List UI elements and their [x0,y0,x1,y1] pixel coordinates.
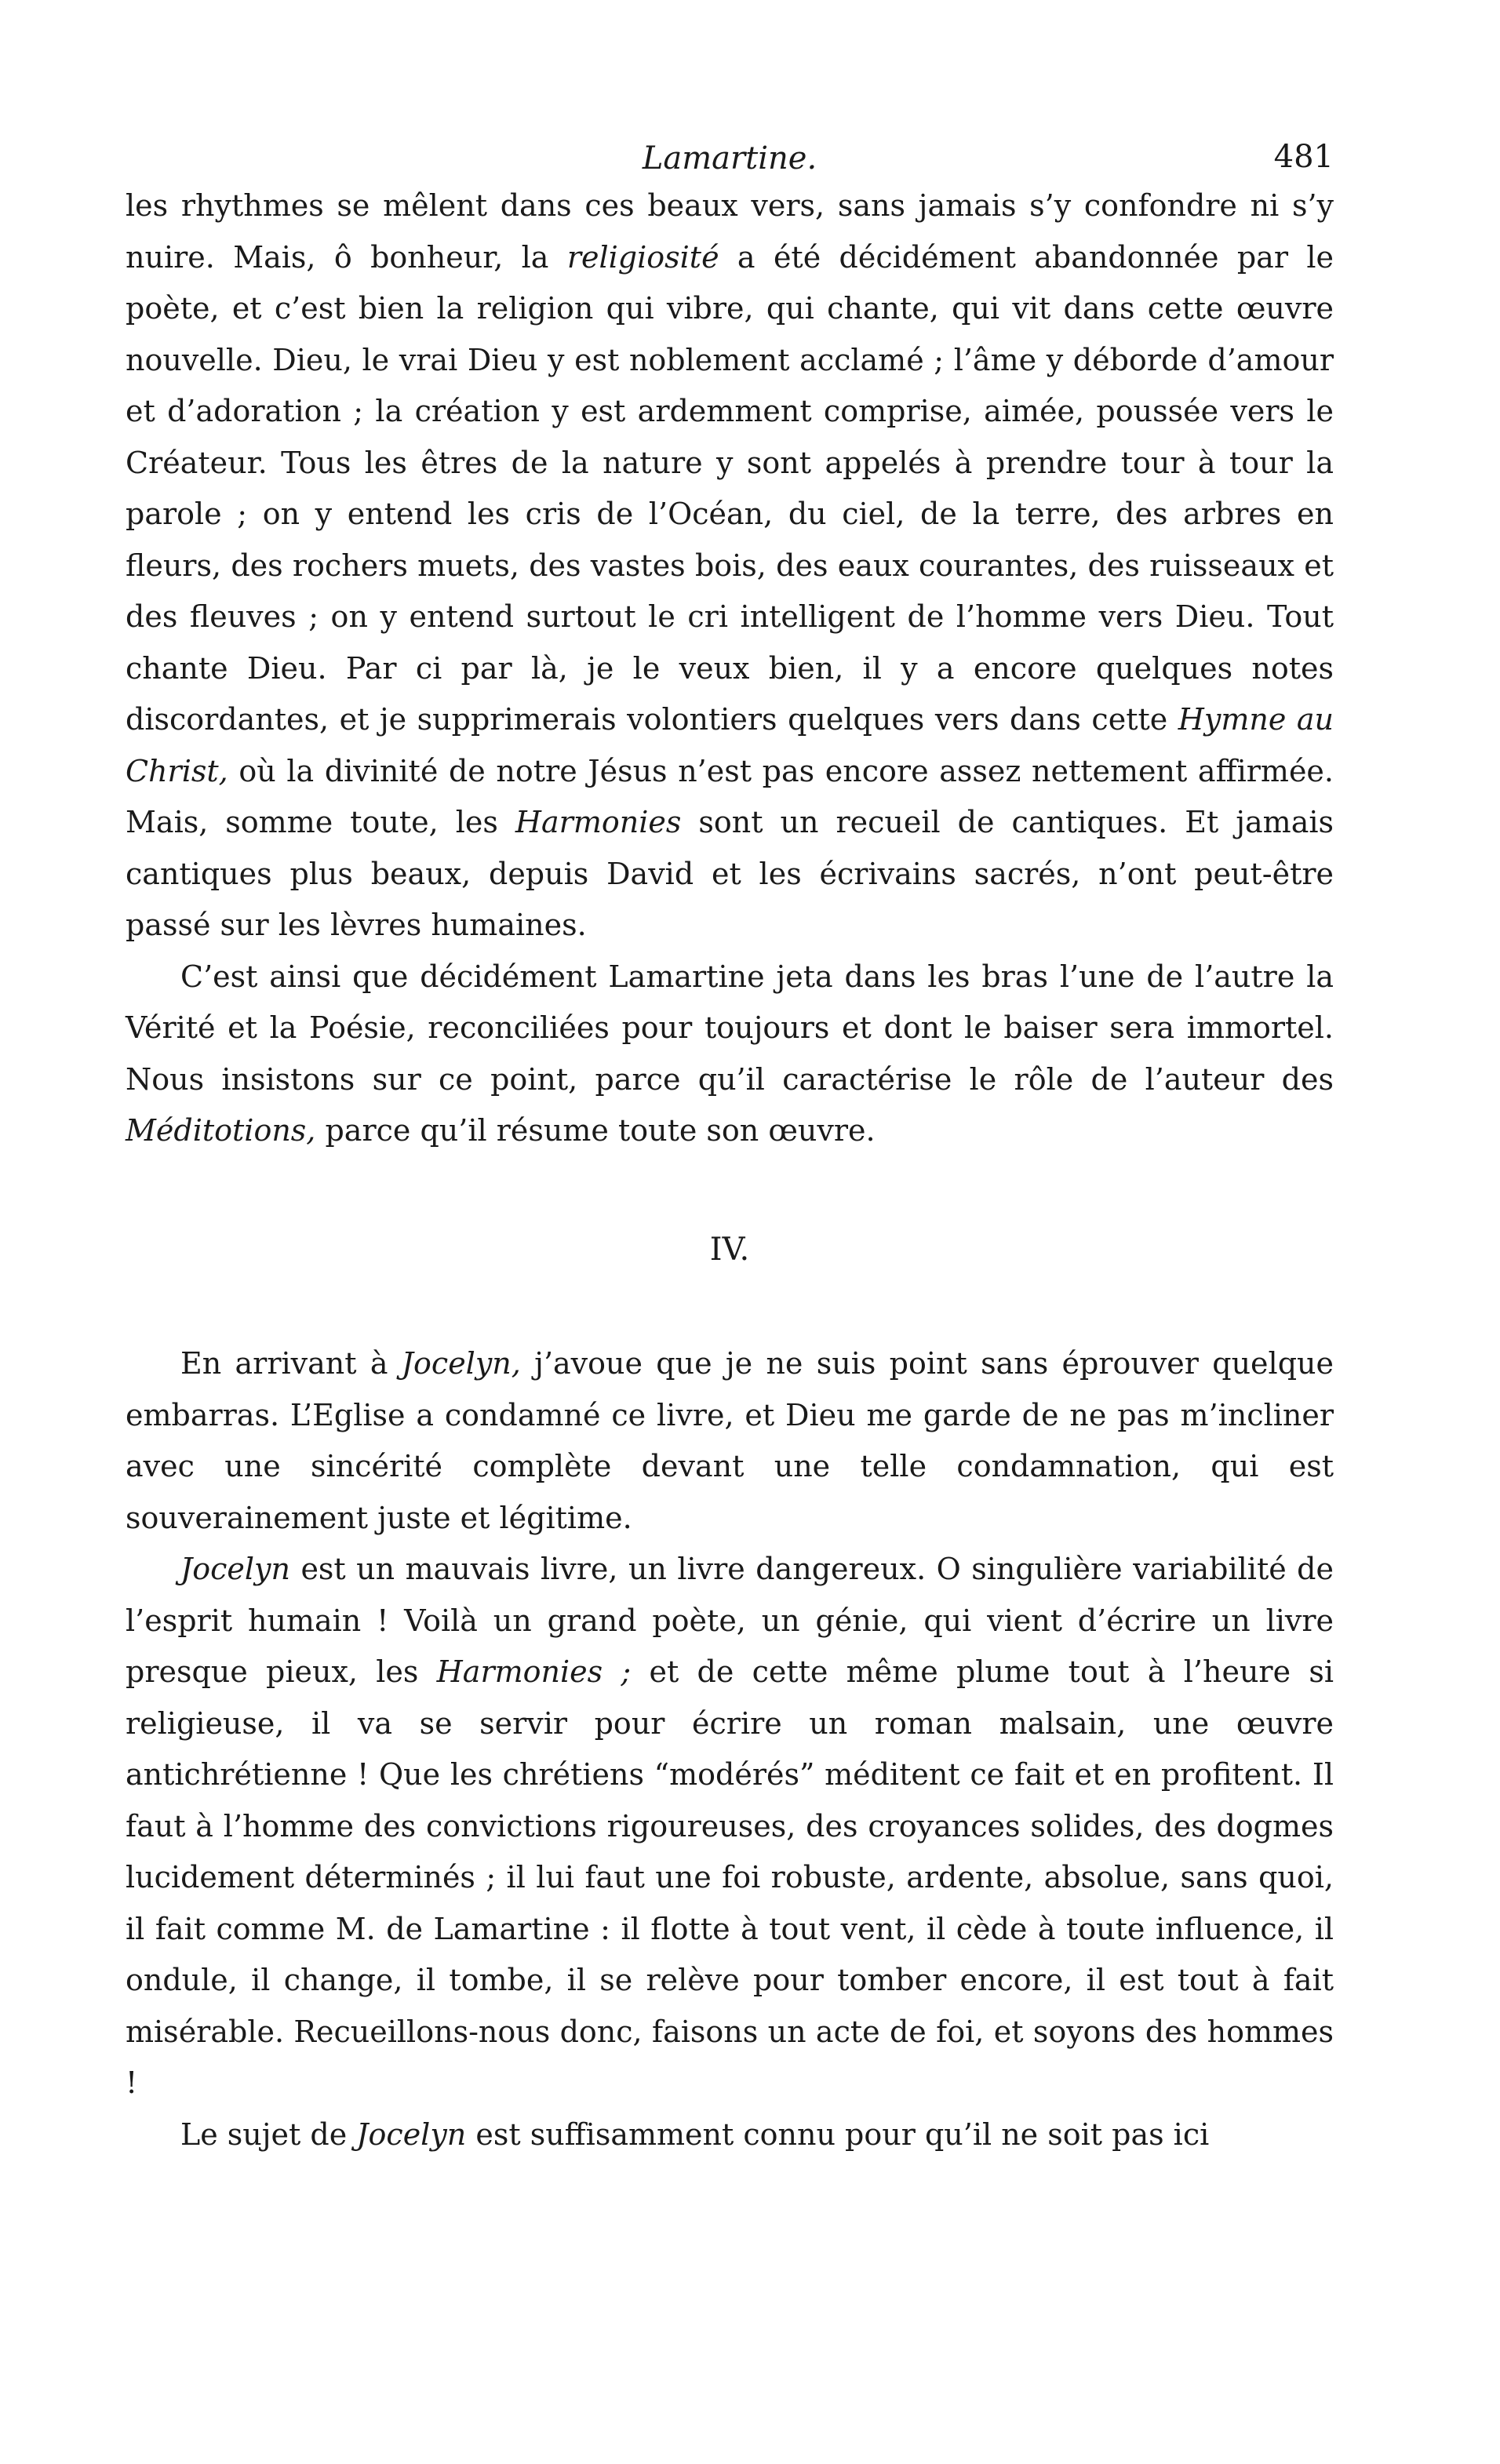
text-run: C’est ainsi que décidément Lamartine jeta dans les bras l’une de l’autre la Vérité et la Poésie, reconciliées pour toujours et dont le baiser sera immortel. Nous insistons sur ce point, parce qu’il caractérise le rôle de l’auteur des [126,959,1334,1097]
paragraph-1 [126,180,1334,952]
italic-title: Hymne au Christ, [126,702,1334,788]
text-run: et de cette même plume tout à l’heure si religieuse, il va se servir pour écrire un roman malsain, une œuvre antichrétienne ! Que les chrétiens “modérés” méditent ce fait et en profitent. Il faut à l’homme des convictions rigoureuses, des croyances solides, des dogmes lucidement déterminés ; il lui faut une foi robuste, ardente, absolue, sans quoi, il fait comme M. de Lamartine : il flotte à tout vent, il cède à toute influence, il ondule, il change, il tombe, il se relève pour tomber encore, il est tout à fait misérable. Recueillons-nous donc, faisons un acte de foi, et soyons des hommes ! [126,1654,1334,2100]
text-run: est suffisamment connu pour qu’il ne soit pas ici [466,2116,1210,2152]
page-number: 481 [1273,139,1334,175]
paragraph-5 [126,2109,1334,2161]
text-run: sont un recueil de cantiques. Et jamais cantiques plus beaux, depuis David et les écrivains sacrés, n’ont peut-être passé sur les lèvres humaines. [126,805,1334,942]
text-run: où la divinité de notre Jésus n’est pas encore assez nettement affirmée. Mais, somme toute, les [126,753,1334,839]
italic-term: religiosité [566,239,719,275]
italic-title: Jocelyn [180,1552,290,1586]
running-title: Lamartine. [642,140,817,177]
italic-title: Harmonies [515,805,682,839]
text-run: est un mauvais livre, un livre dangereux. O singulière variabilité de l’esprit humain ! Voilà un grand poète, un génie, qui vient d’écrire un livre presque pieux, les [126,1552,1334,1689]
italic-title: Jocelyn, [401,1346,521,1381]
paragraph-4 [126,1544,1334,2109]
text-run: les rhythmes se mêlent dans ces beaux vers, sans jamais s’y confondre ni s’y nuire. Mais, ô bonheur, la [126,188,1334,275]
italic-title: Jocelyn [356,2116,467,2152]
text-run: Le sujet de [180,2116,357,2152]
paragraph-3 [126,1338,1334,1544]
running-head [126,118,1334,180]
italic-title: Méditotions, [126,1113,316,1148]
text-run: parce qu’il résume toute son œuvre. [315,1113,876,1148]
text-run: j’avoue que je ne suis point sans éprouver quelque embarras. L’Eglise a condamné ce livre, et Dieu me garde de ne pas m’incliner avec une sincérité complète devant une telle condamnation, qui est souverainement juste et légitime. [126,1346,1334,1535]
text-run: a été décidément abandonnée par le poète, et c’est bien la religion qui vibre, qui chante, qui vit dans cette œuvre nouvelle. Dieu, le vrai Dieu y est noblement acclamé ; l’âme y déborde d’amour et d’adoration ; la création y est ardemment comprise, aimée, poussée vers le Créateur. Tous les êtres de la nature y sont appelés à prendre tour à tour la parole ; on y entend les cris de l’Océan, du ciel, de la terre, des arbres en fleurs, des rochers muets, des vastes bois, des eaux courantes, des ruisseaux et des fleuves ; on y entend surtout le cri intelligent de l’homme vers Dieu. Tout chante Dieu. Par ci par là, je le veux bien, il y a encore quelques notes discordantes, et je supprimerais volontiers quelques vers dans cette [126,239,1334,737]
text-run: En arrivant à [180,1346,402,1381]
book-page [126,118,1334,2160]
section-heading: IV. [709,1231,750,1268]
paragraph-2 [126,952,1334,1157]
italic-title: Harmonies ; [436,1654,632,1689]
